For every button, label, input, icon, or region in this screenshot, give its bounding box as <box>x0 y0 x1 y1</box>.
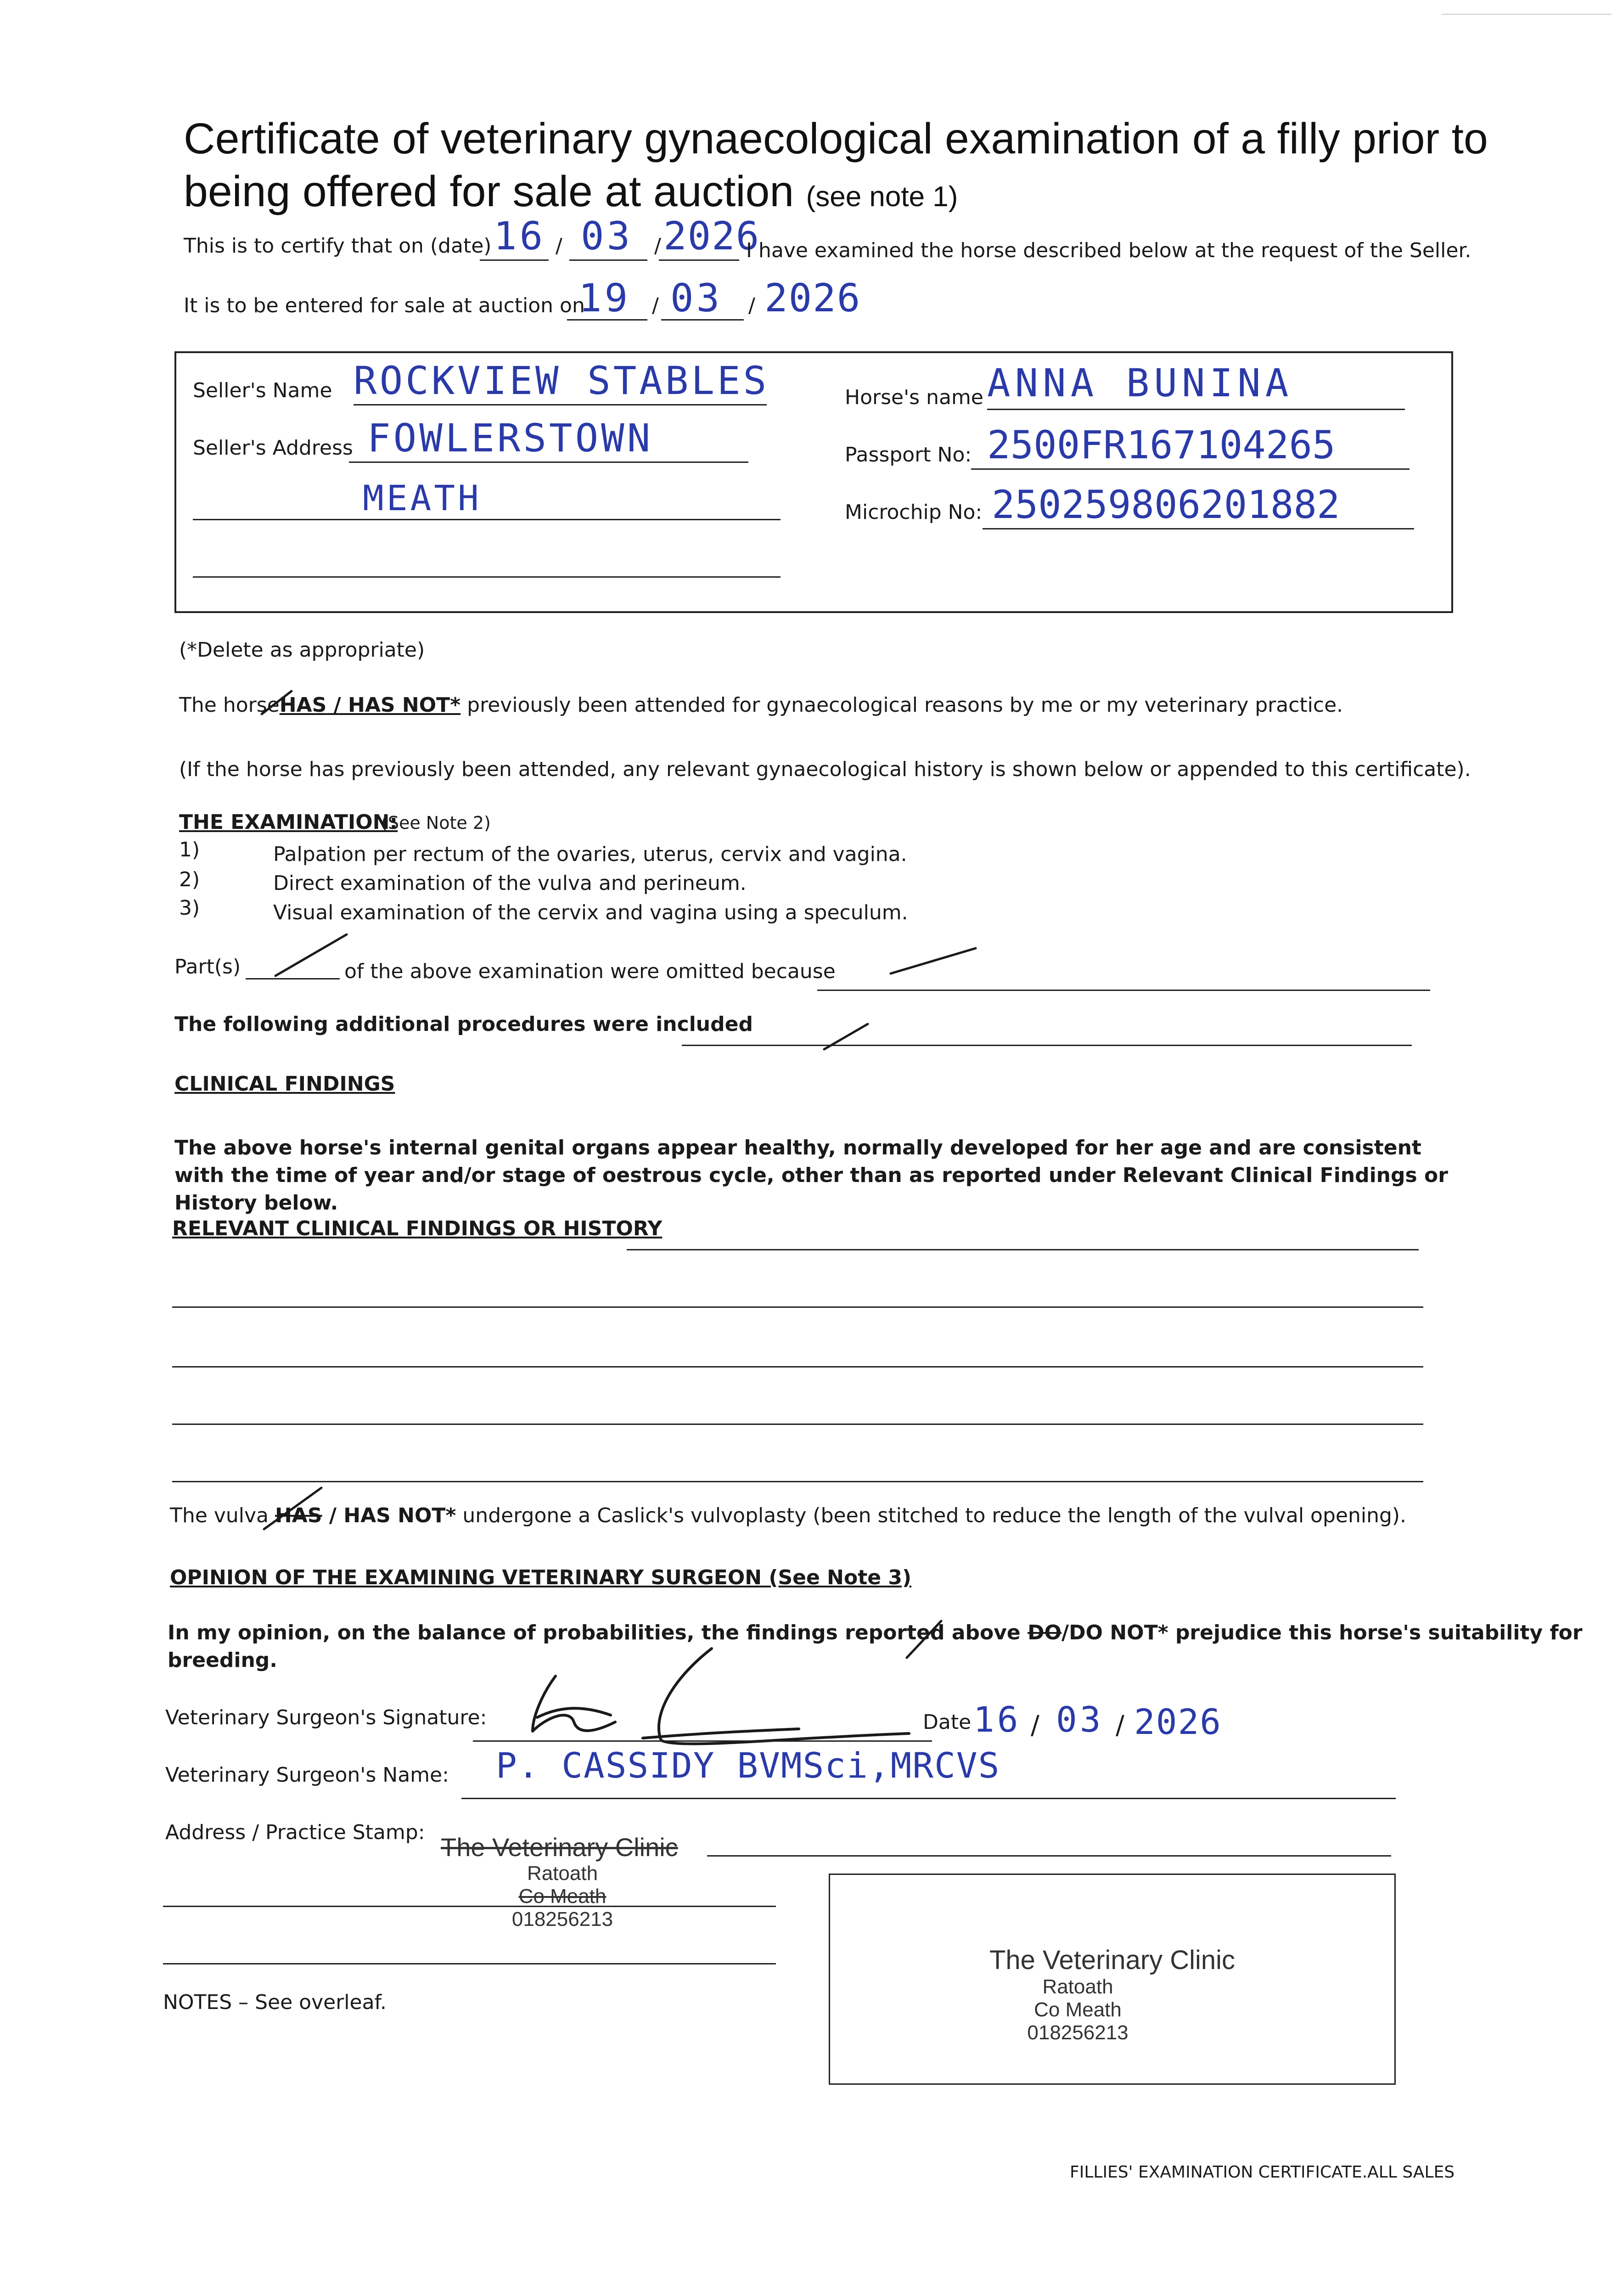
footer-text: FILLIES' EXAMINATION CERTIFICATE.ALL SALES <box>1070 2163 1455 2182</box>
exam-item-1-text: Palpation per rectum of the ovaries, uterus, cervix and vagina. <box>273 843 907 866</box>
seller-address-line2: MEATH <box>363 478 482 518</box>
exam-item-2-text: Direct examination of the vulva and perineum. <box>273 872 747 895</box>
sign-date-day: 16 <box>973 1699 1021 1740</box>
struck-practice-stamp: The Veterinary Clinic Ratoath Co Meath 018256213 <box>441 1833 678 1930</box>
name-label: Veterinary Surgeon's Name: <box>165 1763 449 1787</box>
seller-address-label: Seller's Address <box>193 436 353 460</box>
opinion-do-not: DO NOT* <box>1069 1621 1168 1644</box>
examination-heading-note: (See Note 2) <box>381 813 491 833</box>
date-label: Date <box>923 1711 972 1734</box>
examination-heading: THE EXAMINATION: <box>179 810 398 834</box>
certify-month: 03 <box>581 214 633 259</box>
title-line-2: being offered for sale at auction <box>184 167 794 216</box>
title-line-1: Certificate of veterinary gynaecological examination of a filly prior to <box>184 114 1488 163</box>
exam-item-2-num: 2) <box>179 868 200 891</box>
findings-line-2 <box>172 1306 1423 1308</box>
parts-label: Part(s) <box>174 955 241 979</box>
certify-suffix: I have examined the horse described below at the request of the Seller. <box>746 239 1471 262</box>
seller-name-label: Seller's Name <box>193 379 332 402</box>
address-label: Address / Practice Stamp: <box>165 1821 425 1844</box>
vulva-line: The vulva HAS / HAS NOT* undergone a Caslick's vulvoplasty (been stitched to reduce the length of the vulval opening). <box>170 1504 1407 1527</box>
horse-name-label: Horse's name <box>845 386 983 409</box>
relevant-heading: RELEVANT CLINICAL FINDINGS OR HISTORY <box>172 1217 663 1240</box>
exam-item-3-text: Visual examination of the cervix and vagina using a speculum. <box>273 901 908 924</box>
opinion-text-line2: breeding. <box>168 1649 277 1672</box>
clinical-text: The above horse's internal genital organs appear healthy, normally developed for her age and are consistent with the time of year and/or stage of oestrous cycle, other than as reported under Relevant Clinical Findings or History below. <box>174 1136 1448 1215</box>
delete-note: (*Delete as appropriate) <box>179 638 425 662</box>
exam-item-1-num: 1) <box>179 838 200 861</box>
attended-has-not: HAS NOT* <box>348 693 461 717</box>
findings-line-5 <box>172 1481 1423 1482</box>
sign-date-month: 03 <box>1056 1699 1104 1740</box>
history-note: (If the horse has previously been attended, any relevant gynaecological history is shown below or appended to this certificate). <box>179 758 1471 781</box>
auction-year: 2026 <box>764 276 861 321</box>
findings-line-3 <box>172 1366 1423 1367</box>
auction-day: 19 <box>578 276 631 321</box>
exam-item-3-num: 3) <box>179 896 200 920</box>
certify-day: 16 <box>494 214 546 259</box>
attended-line: The horseHAS / HAS NOT* previously been attended for gynaecological reasons by me or my veterinary practice. <box>179 693 1343 717</box>
certify-year: 2026 <box>663 214 760 259</box>
opinion-text: In my opinion, on the balance of probabilities, the findings reported above DO/DO NOT* prejudice this horse's suitability for <box>168 1621 1583 1644</box>
omitted-slash-mark <box>891 948 976 974</box>
opinion-do-struck: DO <box>1028 1621 1062 1644</box>
title-note: (see note 1) <box>806 181 958 213</box>
certify-prefix: This is to certify that on (date) <box>184 234 492 258</box>
microchip-value: 250259806201882 <box>992 482 1340 527</box>
sign-date-year: 2026 <box>1134 1701 1222 1742</box>
vet-name-value: P. CASSIDY BVMSci,MRCVS <box>496 1745 1000 1786</box>
attended-has-struck: HAS <box>279 693 327 717</box>
additional-label: The following additional procedures were included <box>174 1013 753 1036</box>
parts-slash-mark <box>275 934 347 976</box>
horse-name-value: ANNA BUNINA <box>987 360 1293 405</box>
additional-slash-mark <box>824 1024 868 1049</box>
practice-stamp: The Veterinary Clinic Ratoath Co Meath 018256213 <box>989 1945 1236 2044</box>
auction-month: 03 <box>670 276 723 321</box>
seller-address-line1: FOWLERSTOWN <box>367 416 653 461</box>
clinical-heading: CLINICAL FINDINGS <box>174 1072 395 1096</box>
findings-line-1 <box>627 1249 1419 1250</box>
signature-label: Veterinary Surgeon's Signature: <box>165 1706 487 1729</box>
has-strike-mark <box>262 691 292 714</box>
findings-line-4 <box>172 1424 1423 1425</box>
passport-value: 2500FR167104265 <box>987 422 1336 467</box>
passport-label: Passport No: <box>845 443 972 467</box>
opinion-heading: OPINION OF THE EXAMINING VETERINARY SURGEON (See Note 3) <box>170 1566 912 1589</box>
vulva-has-not: HAS NOT* <box>343 1504 456 1527</box>
omitted-label: of the above examination were omitted because <box>344 960 836 983</box>
microchip-label: Microchip No: <box>845 501 983 524</box>
auction-prefix: It is to be entered for sale at auction on <box>184 294 585 317</box>
vulva-has-struck: HAS <box>275 1504 322 1527</box>
seller-name-value: ROCKVIEW STABLES <box>354 358 769 403</box>
notes-text: NOTES – See overleaf. <box>163 1991 387 2014</box>
